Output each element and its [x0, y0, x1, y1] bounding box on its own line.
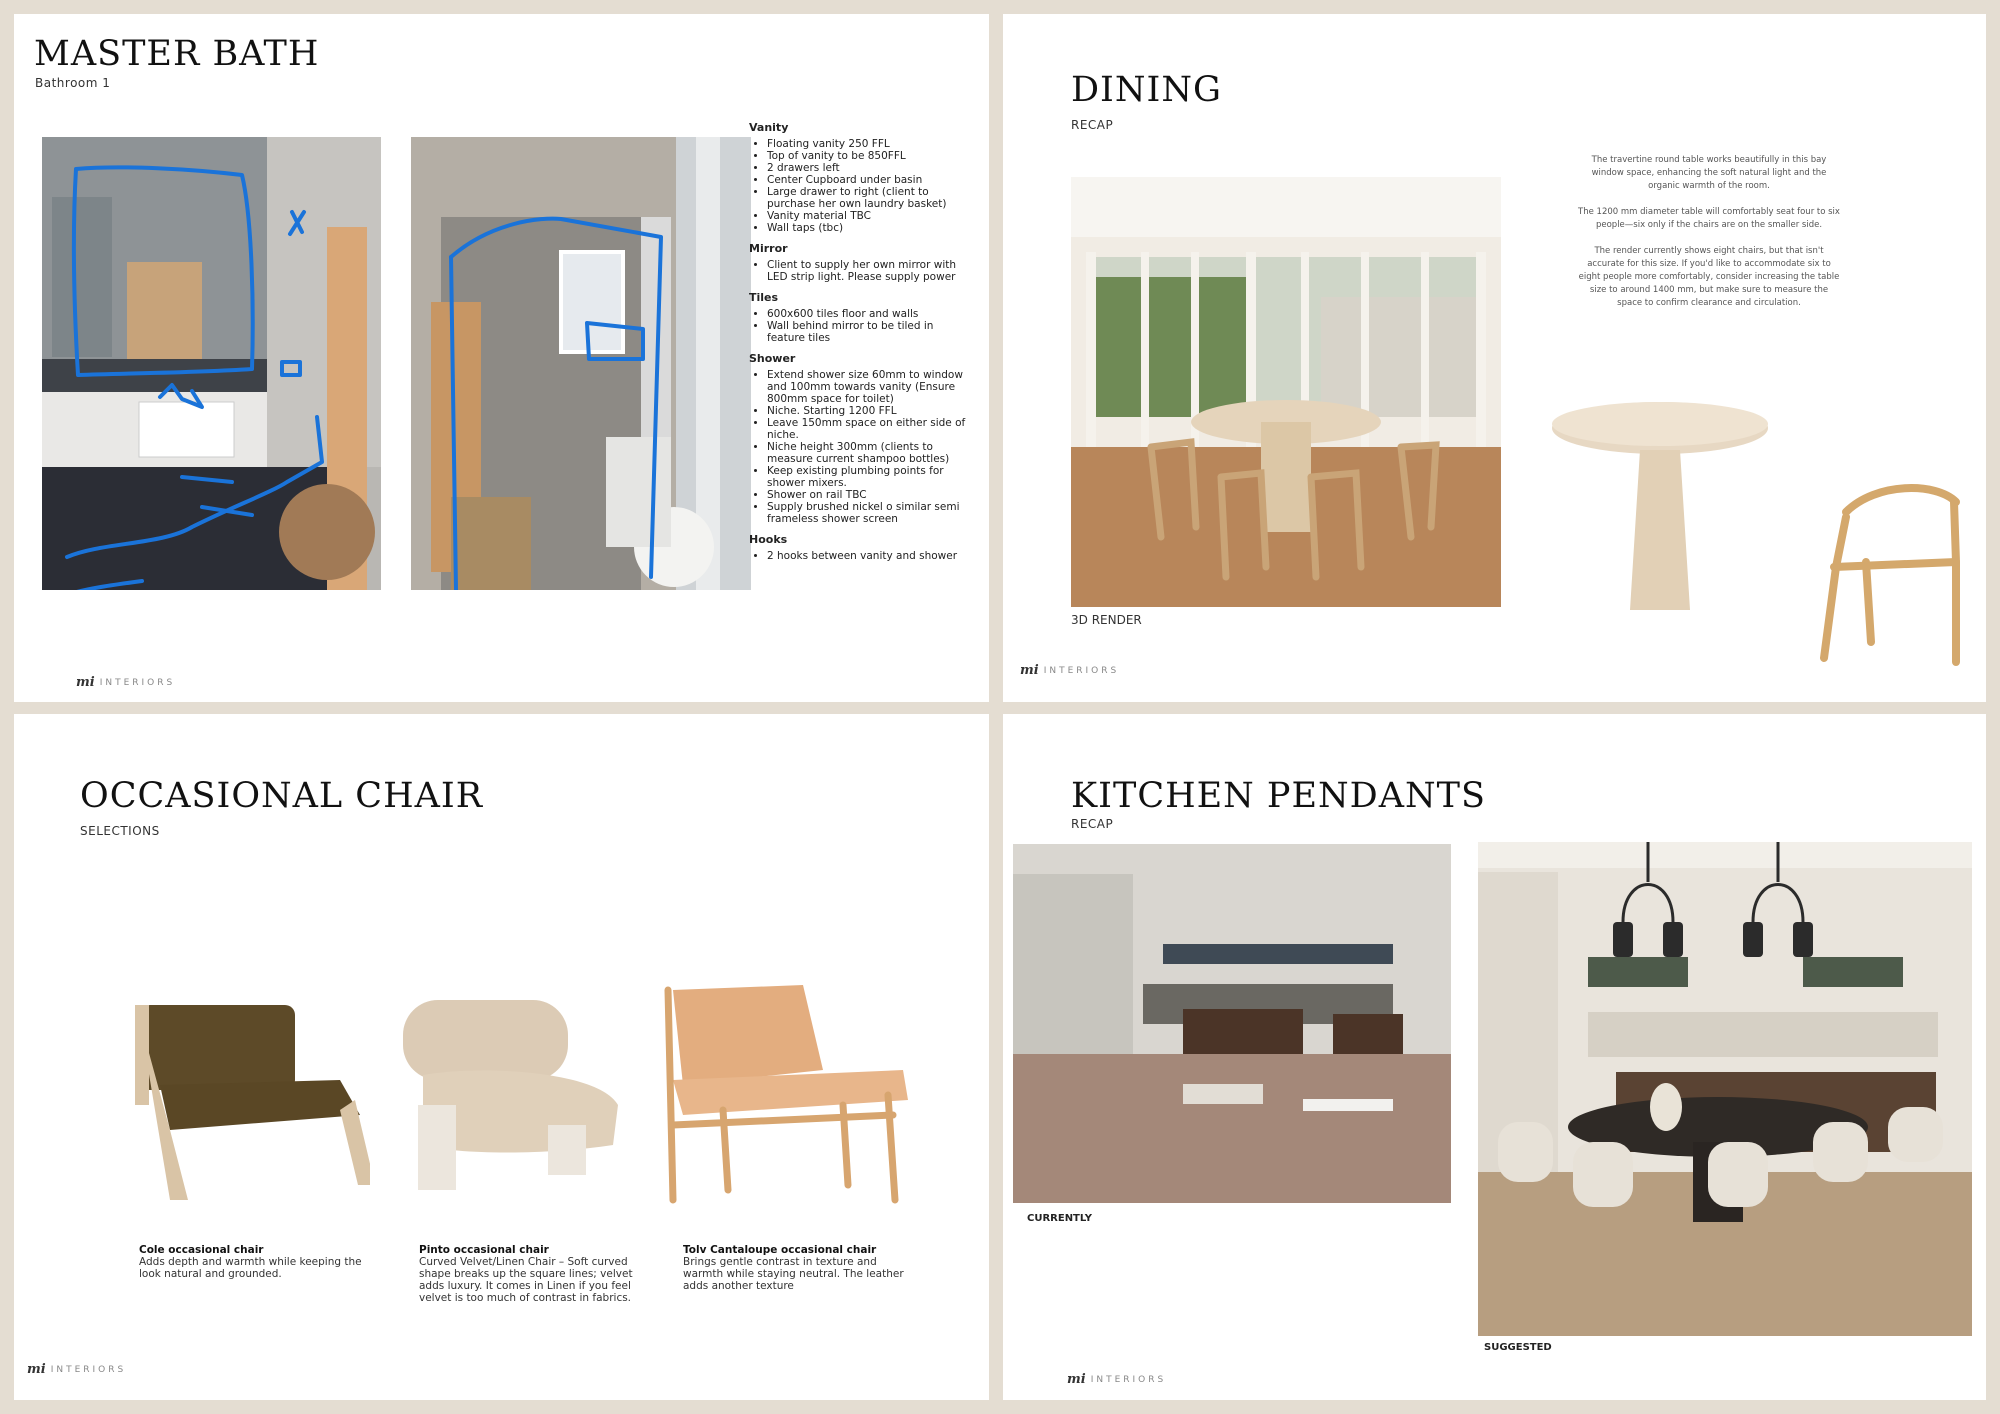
spec-item: • Niche. Starting 1200 FFL [767, 405, 971, 417]
render-caption: 3D RENDER [1071, 613, 1142, 627]
brand-name: INTERIORS [1090, 1374, 1167, 1385]
spec-item: • Extend shower size 60mm to window and 100mm towards vanity (Ensure 800mm space for toilet) [767, 369, 971, 405]
spec-group-mirror [749, 243, 971, 283]
spec-item: • Niche height 300mm (clients to measure current shampoo bottles) [767, 441, 971, 465]
dining-subtitle: RECAP [1071, 118, 1114, 132]
spec-item: • Keep existing plumbing points for shower mixers. [767, 465, 971, 489]
dining-title: DINING [1071, 70, 1222, 110]
spec-heading: Shower [749, 352, 796, 365]
chair-desc: Brings gentle contrast in texture and warmth while staying neutral. The leather adds another texture [683, 1256, 904, 1292]
kitchen-current-photo [1013, 844, 1451, 1203]
spec-heading: Mirror [749, 242, 788, 255]
pinto-chair-description [419, 1244, 651, 1304]
chair-name: Tolv Cantaloupe occasional chair [683, 1244, 877, 1256]
brand-logo [76, 675, 175, 690]
tolv-chair-description [683, 1244, 915, 1292]
chair-desc: Curved Velvet/Linen Chair – Soft curved shape breaks up the square lines; velvet adds luxury. It comes in Linen if you feel velvet is too much of contrast in fabrics. [419, 1256, 633, 1304]
vanity-photo [42, 137, 381, 590]
spec-group-shower [749, 353, 971, 525]
spec-item: • Top of vanity to be 850FFL [767, 150, 971, 162]
spec-item: • Wall taps (tbc) [767, 222, 971, 234]
brand-mark: mi [76, 675, 95, 690]
cole-chair-description [139, 1244, 371, 1280]
dining-render-photo [1071, 177, 1501, 607]
brand-logo [1067, 1372, 1166, 1387]
spec-item: • Leave 150mm space on either side of niche. [767, 417, 971, 441]
travertine-table-photo [1550, 400, 1770, 620]
occasional-chair-subtitle: SELECTIONS [80, 824, 160, 838]
pinto-chair-photo [398, 995, 628, 1195]
dining-notes [1578, 154, 1840, 323]
kitchen-pendants-subtitle: RECAP [1071, 817, 1114, 831]
spec-item: • Client to supply her own mirror with LED strip light. Please supply power [767, 259, 971, 283]
spec-heading: Hooks [749, 533, 788, 546]
brand-logo [27, 1362, 126, 1377]
spec-item: • Center Cupboard under basin [767, 174, 971, 186]
spec-group-vanity [749, 122, 971, 234]
spec-item: • 2 hooks between vanity and shower [767, 550, 971, 562]
spec-heading: Vanity [749, 121, 789, 134]
brand-logo [1020, 663, 1119, 678]
suggested-caption: SUGGESTED [1484, 1342, 1552, 1353]
spec-item: • Shower on rail TBC [767, 489, 971, 501]
brand-name: INTERIORS [1043, 665, 1120, 676]
master-bath-subtitle: Bathroom 1 [35, 76, 111, 90]
dining-note-paragraph: The 1200 mm diameter table will comfortably seat four to six people—six only if the chairs are on the smaller side. [1578, 207, 1840, 230]
spec-group-tiles [749, 292, 971, 344]
kitchen-suggested-photo [1478, 842, 1972, 1336]
chair-name: Pinto occasional chair [419, 1244, 549, 1256]
dining-note-paragraph: The render currently shows eight chairs, but that isn't accurate for this size. If you'd like to accommodate six to eight people more comfortably, consider increasing the table size to around 1400 mm, but make sure to measure the space to confirm clearance and circulation. [1578, 246, 1840, 308]
spec-item: • Vanity material TBC [767, 210, 971, 222]
dining-chair-photo [1806, 462, 1966, 668]
cole-chair-photo [130, 1000, 370, 1210]
spec-item: • Wall behind mirror to be tiled in feature tiles [767, 320, 971, 344]
occasional-chair-title: OCCASIONAL CHAIR [80, 776, 484, 816]
tolv-chair-photo [663, 985, 913, 1210]
spec-heading: Tiles [749, 291, 779, 304]
spec-item: • 2 drawers left [767, 162, 971, 174]
shower-photo [411, 137, 751, 590]
brand-mark: mi [1020, 663, 1039, 678]
dining-note-paragraph: The travertine round table works beautifully in this bay window space, enhancing the soft natural light and the organic warmth of the room. [1591, 155, 1827, 191]
current-caption: CURRENTLY [1027, 1213, 1092, 1224]
master-bath-title: MASTER BATH [34, 34, 320, 74]
chair-name: Cole occasional chair [139, 1244, 264, 1256]
brand-mark: mi [1067, 1372, 1086, 1387]
brand-name: INTERIORS [99, 677, 176, 688]
spec-item: • Floating vanity 250 FFL [767, 138, 971, 150]
vanity-specs-list [749, 122, 971, 571]
chair-desc: Adds depth and warmth while keeping the look natural and grounded. [139, 1256, 362, 1280]
spec-item: • Supply brushed nickel o similar semi frameless shower screen [767, 501, 971, 525]
kitchen-pendants-title: KITCHEN PENDANTS [1071, 776, 1486, 816]
spec-item: • 600x600 tiles floor and walls [767, 308, 971, 320]
brand-mark: mi [27, 1362, 46, 1377]
brand-name: INTERIORS [50, 1364, 127, 1375]
spec-group-hooks [749, 534, 971, 562]
spec-item: • Large drawer to right (client to purchase her own laundry basket) [767, 186, 971, 210]
